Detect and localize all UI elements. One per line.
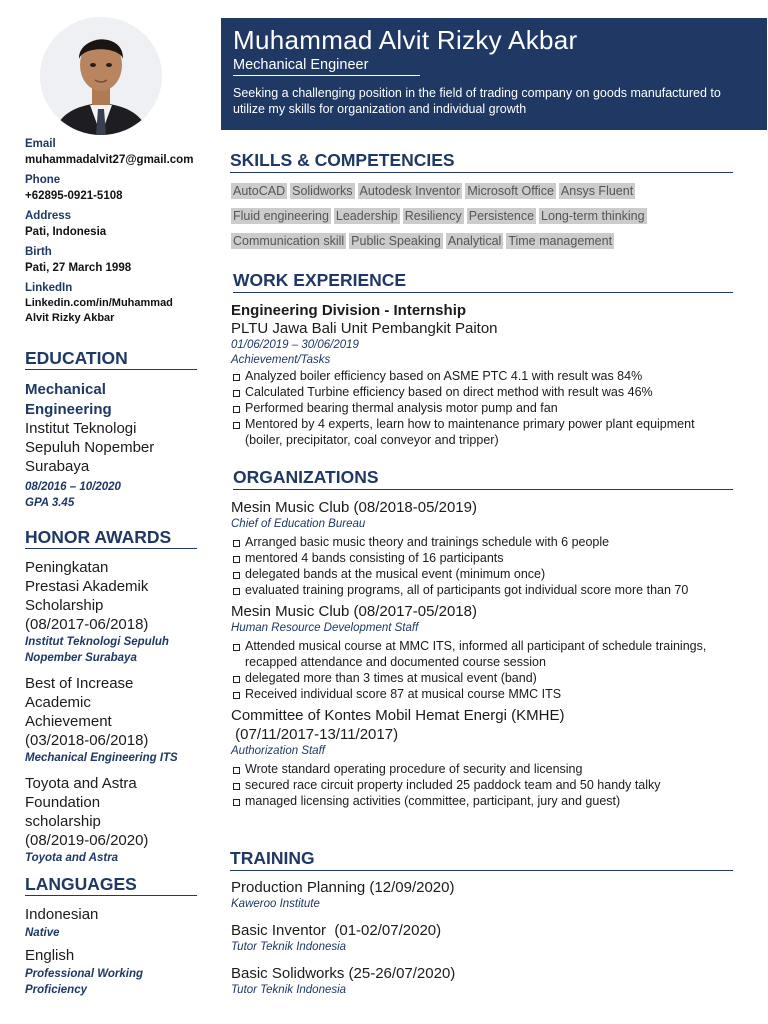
skill-tag: Analytical xyxy=(447,234,502,248)
training-title: Basic Inventor (01-02/07/2020) xyxy=(231,922,442,939)
organization-bullet-item: Arranged basic music theory and trainings schedule with 6 people xyxy=(231,534,726,550)
honor-award-title-line: Achievement xyxy=(25,713,112,730)
language-name: Indonesian xyxy=(25,906,99,923)
education-section xyxy=(25,380,215,511)
languages-heading: LANGUAGES xyxy=(25,874,197,896)
work-section xyxy=(231,301,741,448)
job-task-item: Mentored by 4 experts, learn how to maintenance primary power plant equipment (boiler, precipitator, coal conveyor and tripper) xyxy=(231,416,726,448)
email-label: Email xyxy=(25,138,56,150)
skill-tag: Communication skill xyxy=(233,234,345,248)
honor-award-title-line: Scholarship xyxy=(25,597,104,614)
skill-tag: Resiliency xyxy=(404,209,462,223)
organization-bullets xyxy=(231,761,726,809)
career-objective: Seeking a challenging position in the field of trading company on goods manufactured to utilize my skills for organization and individual growth xyxy=(233,86,721,116)
portrait-image xyxy=(40,17,162,135)
organization-bullet-item: Wrote standard operating procedure of security and licensing xyxy=(231,761,726,777)
education-heading: EDUCATION xyxy=(25,348,197,370)
organization-bullet-item: Received individual score 87 at musical course MMC ITS xyxy=(231,686,726,702)
honors-list xyxy=(25,558,215,874)
school-line: Institut Teknologi xyxy=(25,420,137,437)
organization-item xyxy=(231,706,741,809)
phone-label: Phone xyxy=(25,174,61,186)
training-item xyxy=(231,921,741,955)
honor-award-title-line: Peningkatan xyxy=(25,559,109,576)
training-item xyxy=(231,964,741,998)
school-line: Sepuluh Nopember xyxy=(25,439,155,456)
skill-row xyxy=(231,182,736,207)
training-title: Production Planning (12/09/2020) xyxy=(231,879,455,896)
organization-bullet-item: secured race circuit property included 25 paddock team and 50 handy talky xyxy=(231,777,726,793)
organization-role: Chief of Education Bureau xyxy=(231,518,366,530)
job-period: 01/06/2019 – 30/06/2019 xyxy=(231,339,359,351)
organization-title: Mesin Music Club (08/2018-05/2019) xyxy=(231,499,477,516)
organization-bullet-item: delegated more than 3 times at musical event (band) xyxy=(231,670,726,686)
skill-tag: Autodesk Inventor xyxy=(359,184,461,198)
honor-award-title-line: scholarship xyxy=(25,813,101,830)
skill-tag: Fluid engineering xyxy=(233,209,329,223)
job-company: PLTU Jawa Bali Unit Pembangkit Paiton xyxy=(231,320,498,337)
organization-item xyxy=(231,498,741,598)
training-institute: Kaweroo Institute xyxy=(231,898,320,910)
training-list xyxy=(231,878,741,1007)
honor-award-title-line: Best of Increase xyxy=(25,675,134,692)
job-task-item: Calculated Turbine efficiency based on direct method with result was 46% xyxy=(231,384,726,400)
contact-section xyxy=(25,137,215,331)
honor-award-issuer: Mechanical Engineering ITS xyxy=(25,752,178,764)
honor-award-title-line: Toyota and Astra xyxy=(25,775,137,792)
skill-tag: AutoCAD xyxy=(233,184,286,198)
training-item xyxy=(231,878,741,912)
training-heading: TRAINING xyxy=(230,848,733,871)
skill-tag: Long-term thinking xyxy=(541,209,645,223)
skill-tag: Ansys Fluent xyxy=(560,184,634,198)
language-item xyxy=(25,905,215,941)
profile-photo xyxy=(40,17,162,135)
organization-title: (07/11/2017-13/11/2017) xyxy=(231,726,399,743)
job-title: Engineering Division - Internship xyxy=(231,302,467,319)
organization-title: Committee of Kontes Mobil Hemat Energi (KMHE) xyxy=(231,707,565,724)
training-title: Basic Solidworks (25-26/07/2020) xyxy=(231,965,456,982)
organization-bullet-item: delegated bands at the musical event (minimum once) xyxy=(231,566,726,582)
honor-award-issuer: Toyota and Astra xyxy=(25,852,119,864)
organization-role: Authorization Staff xyxy=(231,745,325,757)
job-task-item: Performed bearing thermal analysis motor pump and fan xyxy=(231,400,726,416)
full-name: Muhammad Alvit Rizky Akbar xyxy=(233,25,578,55)
phone-value: +62895-0921-5108 xyxy=(25,190,123,202)
honors-heading: HONOR AWARDS xyxy=(25,527,197,549)
skill-tag: Persistence xyxy=(468,209,535,223)
job-task-item: Analyzed boiler efficiency based on ASME PTC 4.1 with result was 84% xyxy=(231,368,726,384)
skills-heading: SKILLS & COMPETENCIES xyxy=(230,150,733,173)
training-institute: Tutor Teknik Indonesia xyxy=(231,941,347,953)
address-label: Address xyxy=(25,210,72,222)
honor-award-title-line: Foundation xyxy=(25,794,101,811)
language-level: Professional Working xyxy=(25,968,144,980)
skill-tag: Solidworks xyxy=(292,184,353,198)
skills-tags xyxy=(231,182,736,257)
linkedin-value[interactable] xyxy=(25,296,215,326)
birth-label: Birth xyxy=(25,246,52,258)
training-institute: Tutor Teknik Indonesia xyxy=(231,984,347,996)
birth-value: Pati, 27 March 1998 xyxy=(25,262,132,274)
language-item xyxy=(25,946,215,998)
honor-award-item xyxy=(25,774,215,866)
languages-list xyxy=(25,905,215,1003)
education-period: 08/2016 – 10/2020 xyxy=(25,481,121,493)
email-value[interactable]: muhammadalvit27@gmail.com xyxy=(25,154,194,166)
organization-bullets xyxy=(231,638,726,702)
skill-tag: Time management xyxy=(508,234,613,248)
honor-award-title-line: (03/2018-06/2018) xyxy=(25,732,149,749)
organization-role: Human Resource Development Staff xyxy=(231,622,419,634)
linkedin-line: Alvit Rizky Akbar xyxy=(25,312,115,324)
header-banner xyxy=(221,18,767,130)
organization-title: Mesin Music Club (08/2017-05/2018) xyxy=(231,603,477,620)
linkedin-label: LinkedIn xyxy=(25,282,73,294)
honor-award-title-line: (08/2017-06/2018) xyxy=(25,616,149,633)
organization-bullet-item: Attended musical course at MMC ITS, informed all participant of schedule trainings, recapped attendance and documented course session xyxy=(231,638,726,670)
honor-award-title-line: Academic xyxy=(25,694,91,711)
organization-bullet-item: managed licensing activities (committee, participant, jury and guest) xyxy=(231,793,726,809)
honor-award-item xyxy=(25,674,215,766)
address-value: Pati, Indonesia xyxy=(25,226,107,238)
organizations-list xyxy=(231,498,741,813)
education-gpa: GPA 3.45 xyxy=(25,497,75,509)
organization-item xyxy=(231,602,741,702)
organization-bullet-item: mentored 4 bands consisting of 16 participants xyxy=(231,550,726,566)
work-heading: WORK EXPERIENCE xyxy=(233,270,733,293)
organization-bullet-item: evaluated training programs, all of participants got individual score more than 70 xyxy=(231,582,726,598)
job-tasks-label: Achievement/Tasks xyxy=(231,354,331,366)
job-task-list xyxy=(231,368,726,448)
linkedin-line: Linkedin.com/in/Muhammad xyxy=(25,297,173,309)
language-level: Proficiency xyxy=(25,984,87,996)
honor-award-issuer: Nopember Surabaya xyxy=(25,652,137,664)
job-role: Mechanical Engineer xyxy=(233,57,420,76)
organization-bullets xyxy=(231,534,726,598)
skill-tag: Microsoft Office xyxy=(467,184,554,198)
skill-row xyxy=(231,232,736,257)
honor-award-title-line: Prestasi Akademik xyxy=(25,578,149,595)
skill-row xyxy=(231,207,736,232)
language-level: Native xyxy=(25,927,60,939)
honor-award-item xyxy=(25,558,215,666)
skill-tag: Public Speaking xyxy=(351,234,441,248)
honor-award-issuer: Institut Teknologi Sepuluh xyxy=(25,636,169,648)
school-line: Surabaya xyxy=(25,458,90,475)
honor-award-title-line: (08/2019-06/2020) xyxy=(25,832,149,849)
organizations-heading: ORGANIZATIONS xyxy=(233,467,733,490)
language-name: English xyxy=(25,947,75,964)
degree-line: Mechanical xyxy=(25,381,106,398)
degree-line: Engineering xyxy=(25,400,112,418)
skill-tag: Leadership xyxy=(335,209,398,223)
